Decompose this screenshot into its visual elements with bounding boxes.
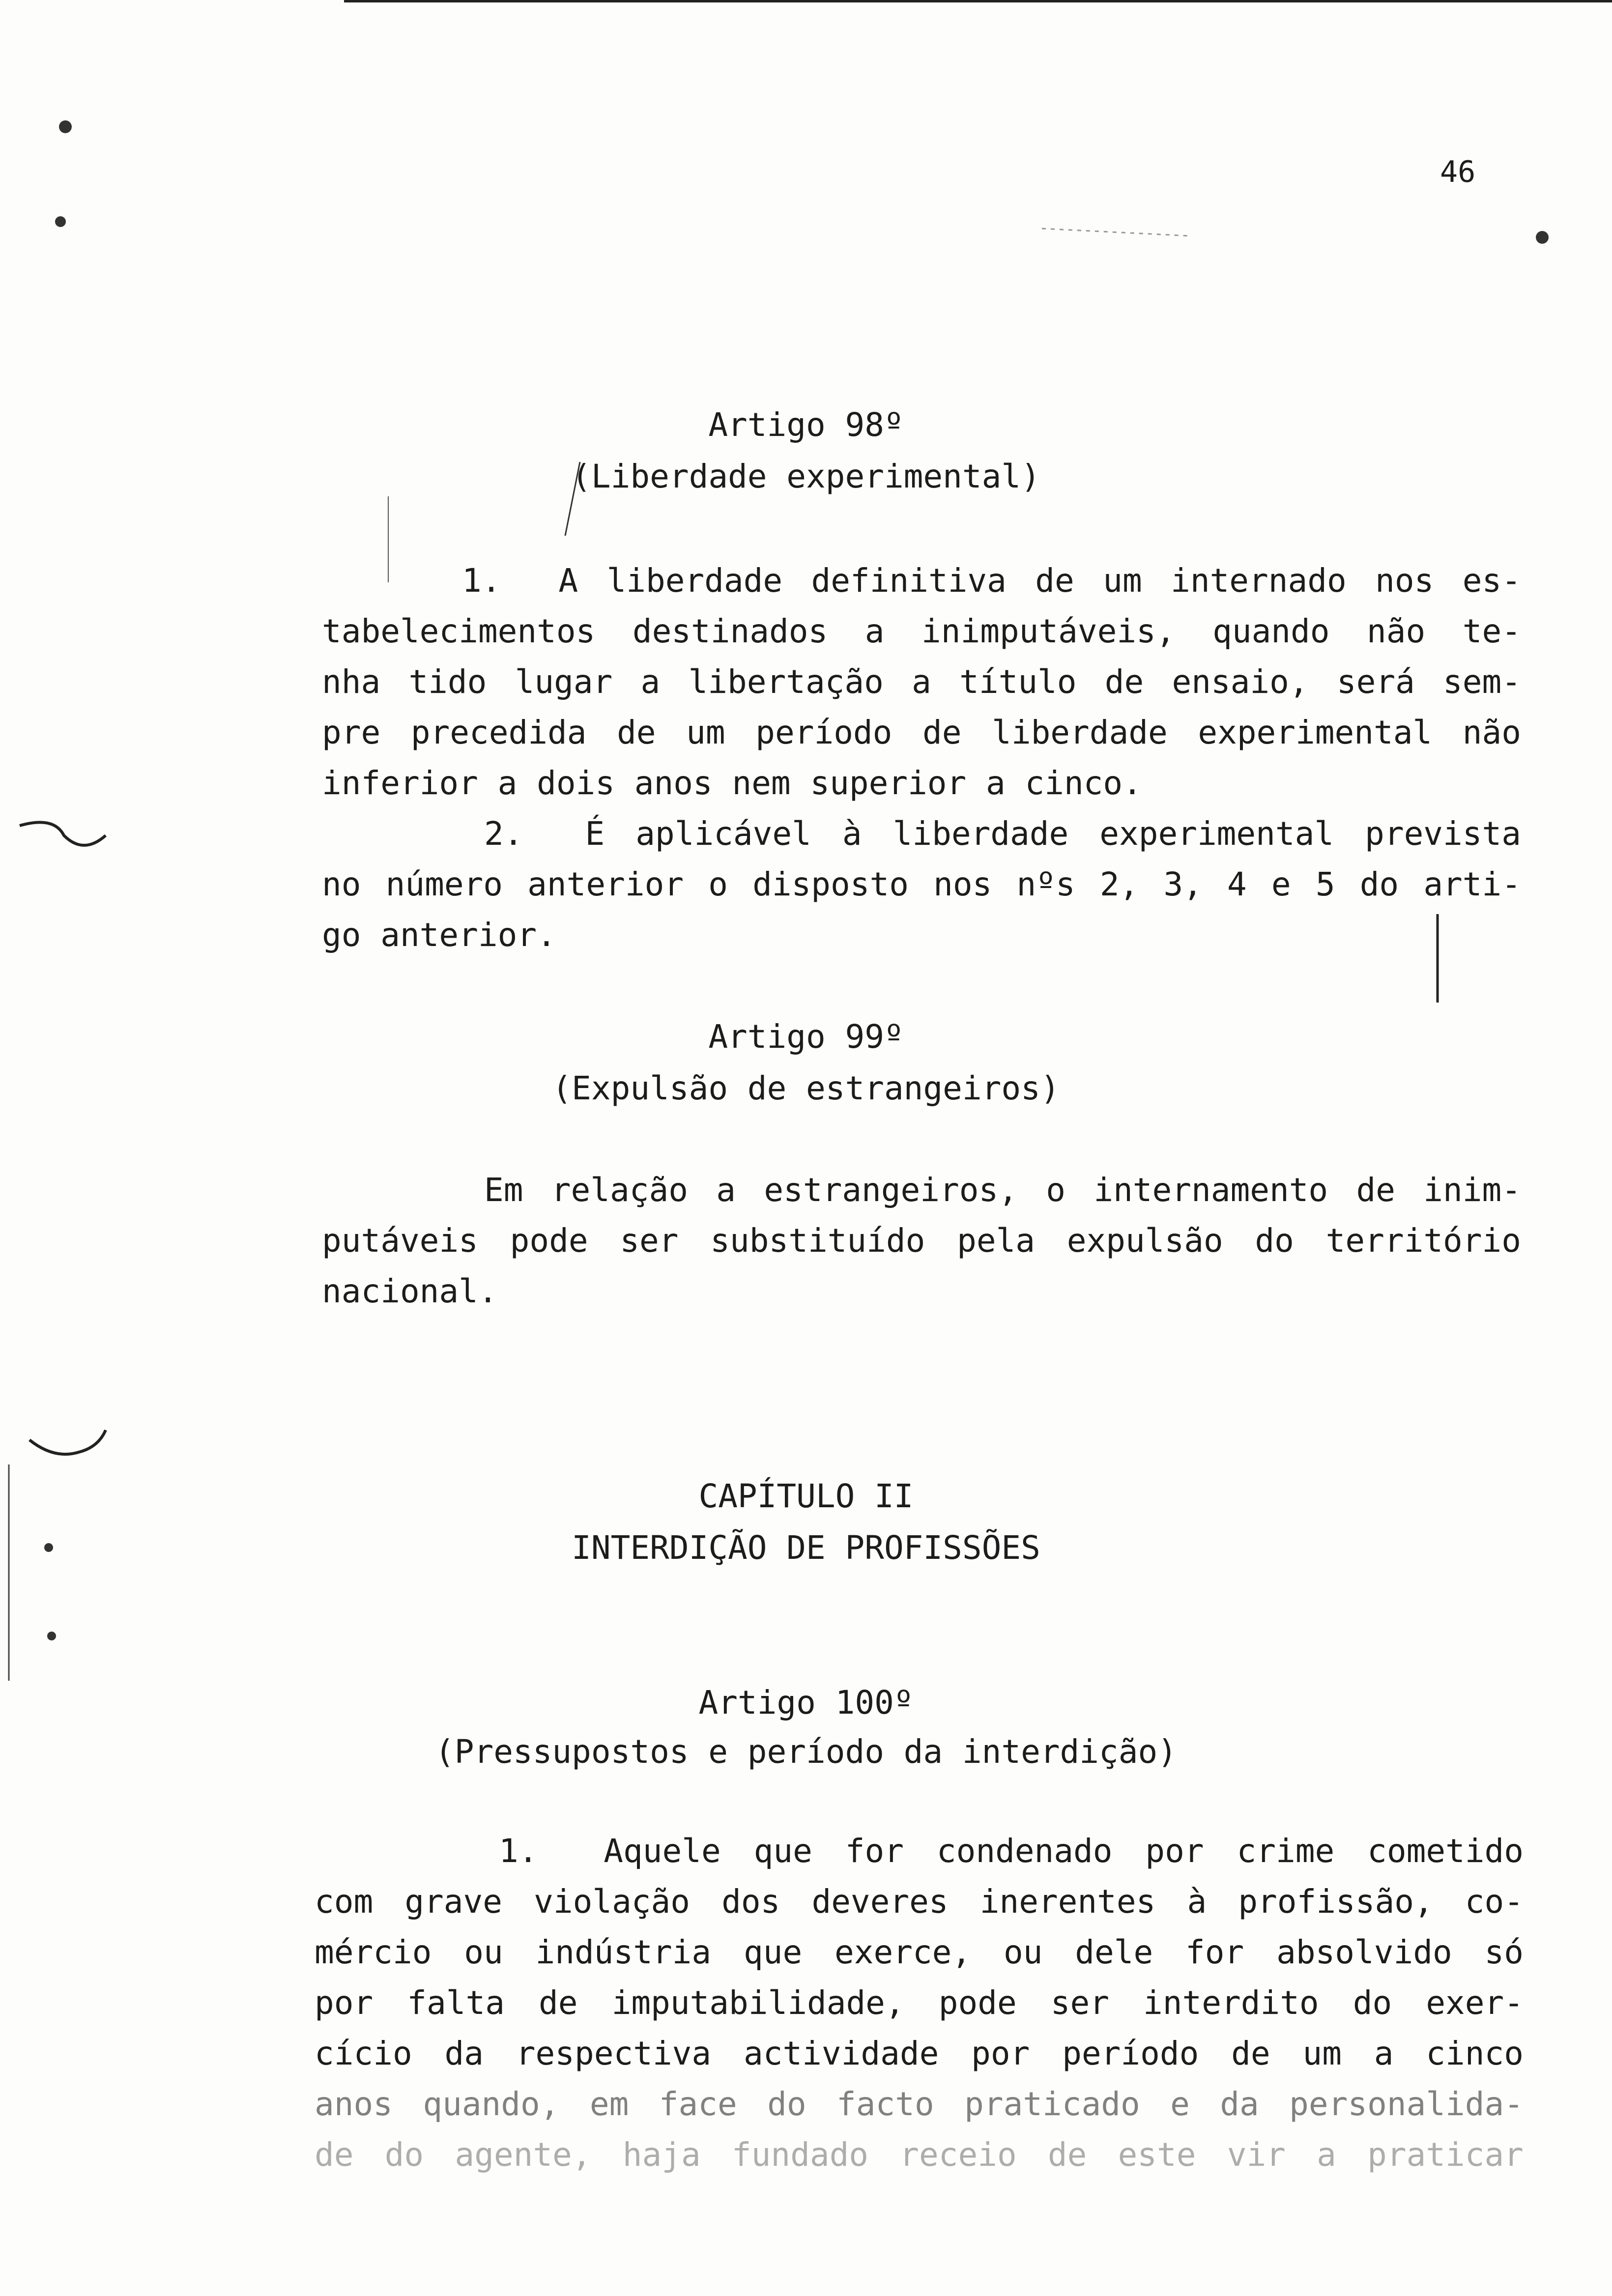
text-line: Em relação a estrangeiros, o internamento de inim- [484,1171,1521,1209]
text-line: com grave violação dos deveres inerentes à profissão, co- [315,1883,1524,1921]
text-line: go anterior. [322,916,556,954]
text-line: 2. É aplicável à liberdade experimental prevista [484,815,1521,853]
scan-speck [47,1632,56,1640]
text-line: inferior a dois anos nem superior a cinco. [322,764,1142,802]
article-98-subheading: (Liberdade experimental) [572,458,1040,495]
text-line: 1. A liberdade definitiva de um internado nos es- [462,562,1521,600]
text-line: mércio ou indústria que exerce, ou dele for absolvido só [315,1933,1524,1971]
article-99-subheading: (Expulsão de estrangeiros) [552,1069,1060,1107]
chapter-title: CAPÍTULO II [698,1477,914,1515]
scan-speck [1536,231,1549,244]
text-line: pre precedida de um período de liberdade experimental não [322,714,1521,751]
article-100-heading: Artigo 100º [698,1684,914,1722]
text-line: de do agente, haja fundado receio de este vir a praticar [315,2136,1524,2174]
scan-speck [55,216,66,227]
article-100-subheading: (Pressupostos e período da interdição) [435,1733,1177,1771]
text-line: 1. Aquele que for condenado por crime cometido [499,1832,1524,1870]
text-line: tabelecimentos destinados a inimputáveis, quando não te- [322,612,1521,650]
text-line: por falta de imputabilidade, pode ser interdito do exer- [315,1984,1524,2022]
scan-speck [44,1543,53,1552]
scan-speck [59,120,72,133]
text-line: putáveis pode ser substituído pela expulsão do território [322,1222,1521,1260]
article-99-heading: Artigo 99º [708,1018,904,1056]
page-number: 46 [1440,155,1476,189]
text-line: cício da respectiva actividade por período de um a cinco [315,2035,1524,2072]
chapter-subtitle: INTERDIÇÃO DE PROFISSÕES [572,1529,1040,1567]
text-line: nacional. [322,1272,498,1310]
article-98-heading: Artigo 98º [708,406,904,444]
text-line: anos quando, em face do facto praticado e da personalida- [315,2085,1524,2123]
text-line: no número anterior o disposto nos nºs 2, 3, 4 e 5 do arti- [322,865,1521,903]
text-line: nha tido lugar a libertação a título de ensaio, será sem- [322,663,1521,701]
